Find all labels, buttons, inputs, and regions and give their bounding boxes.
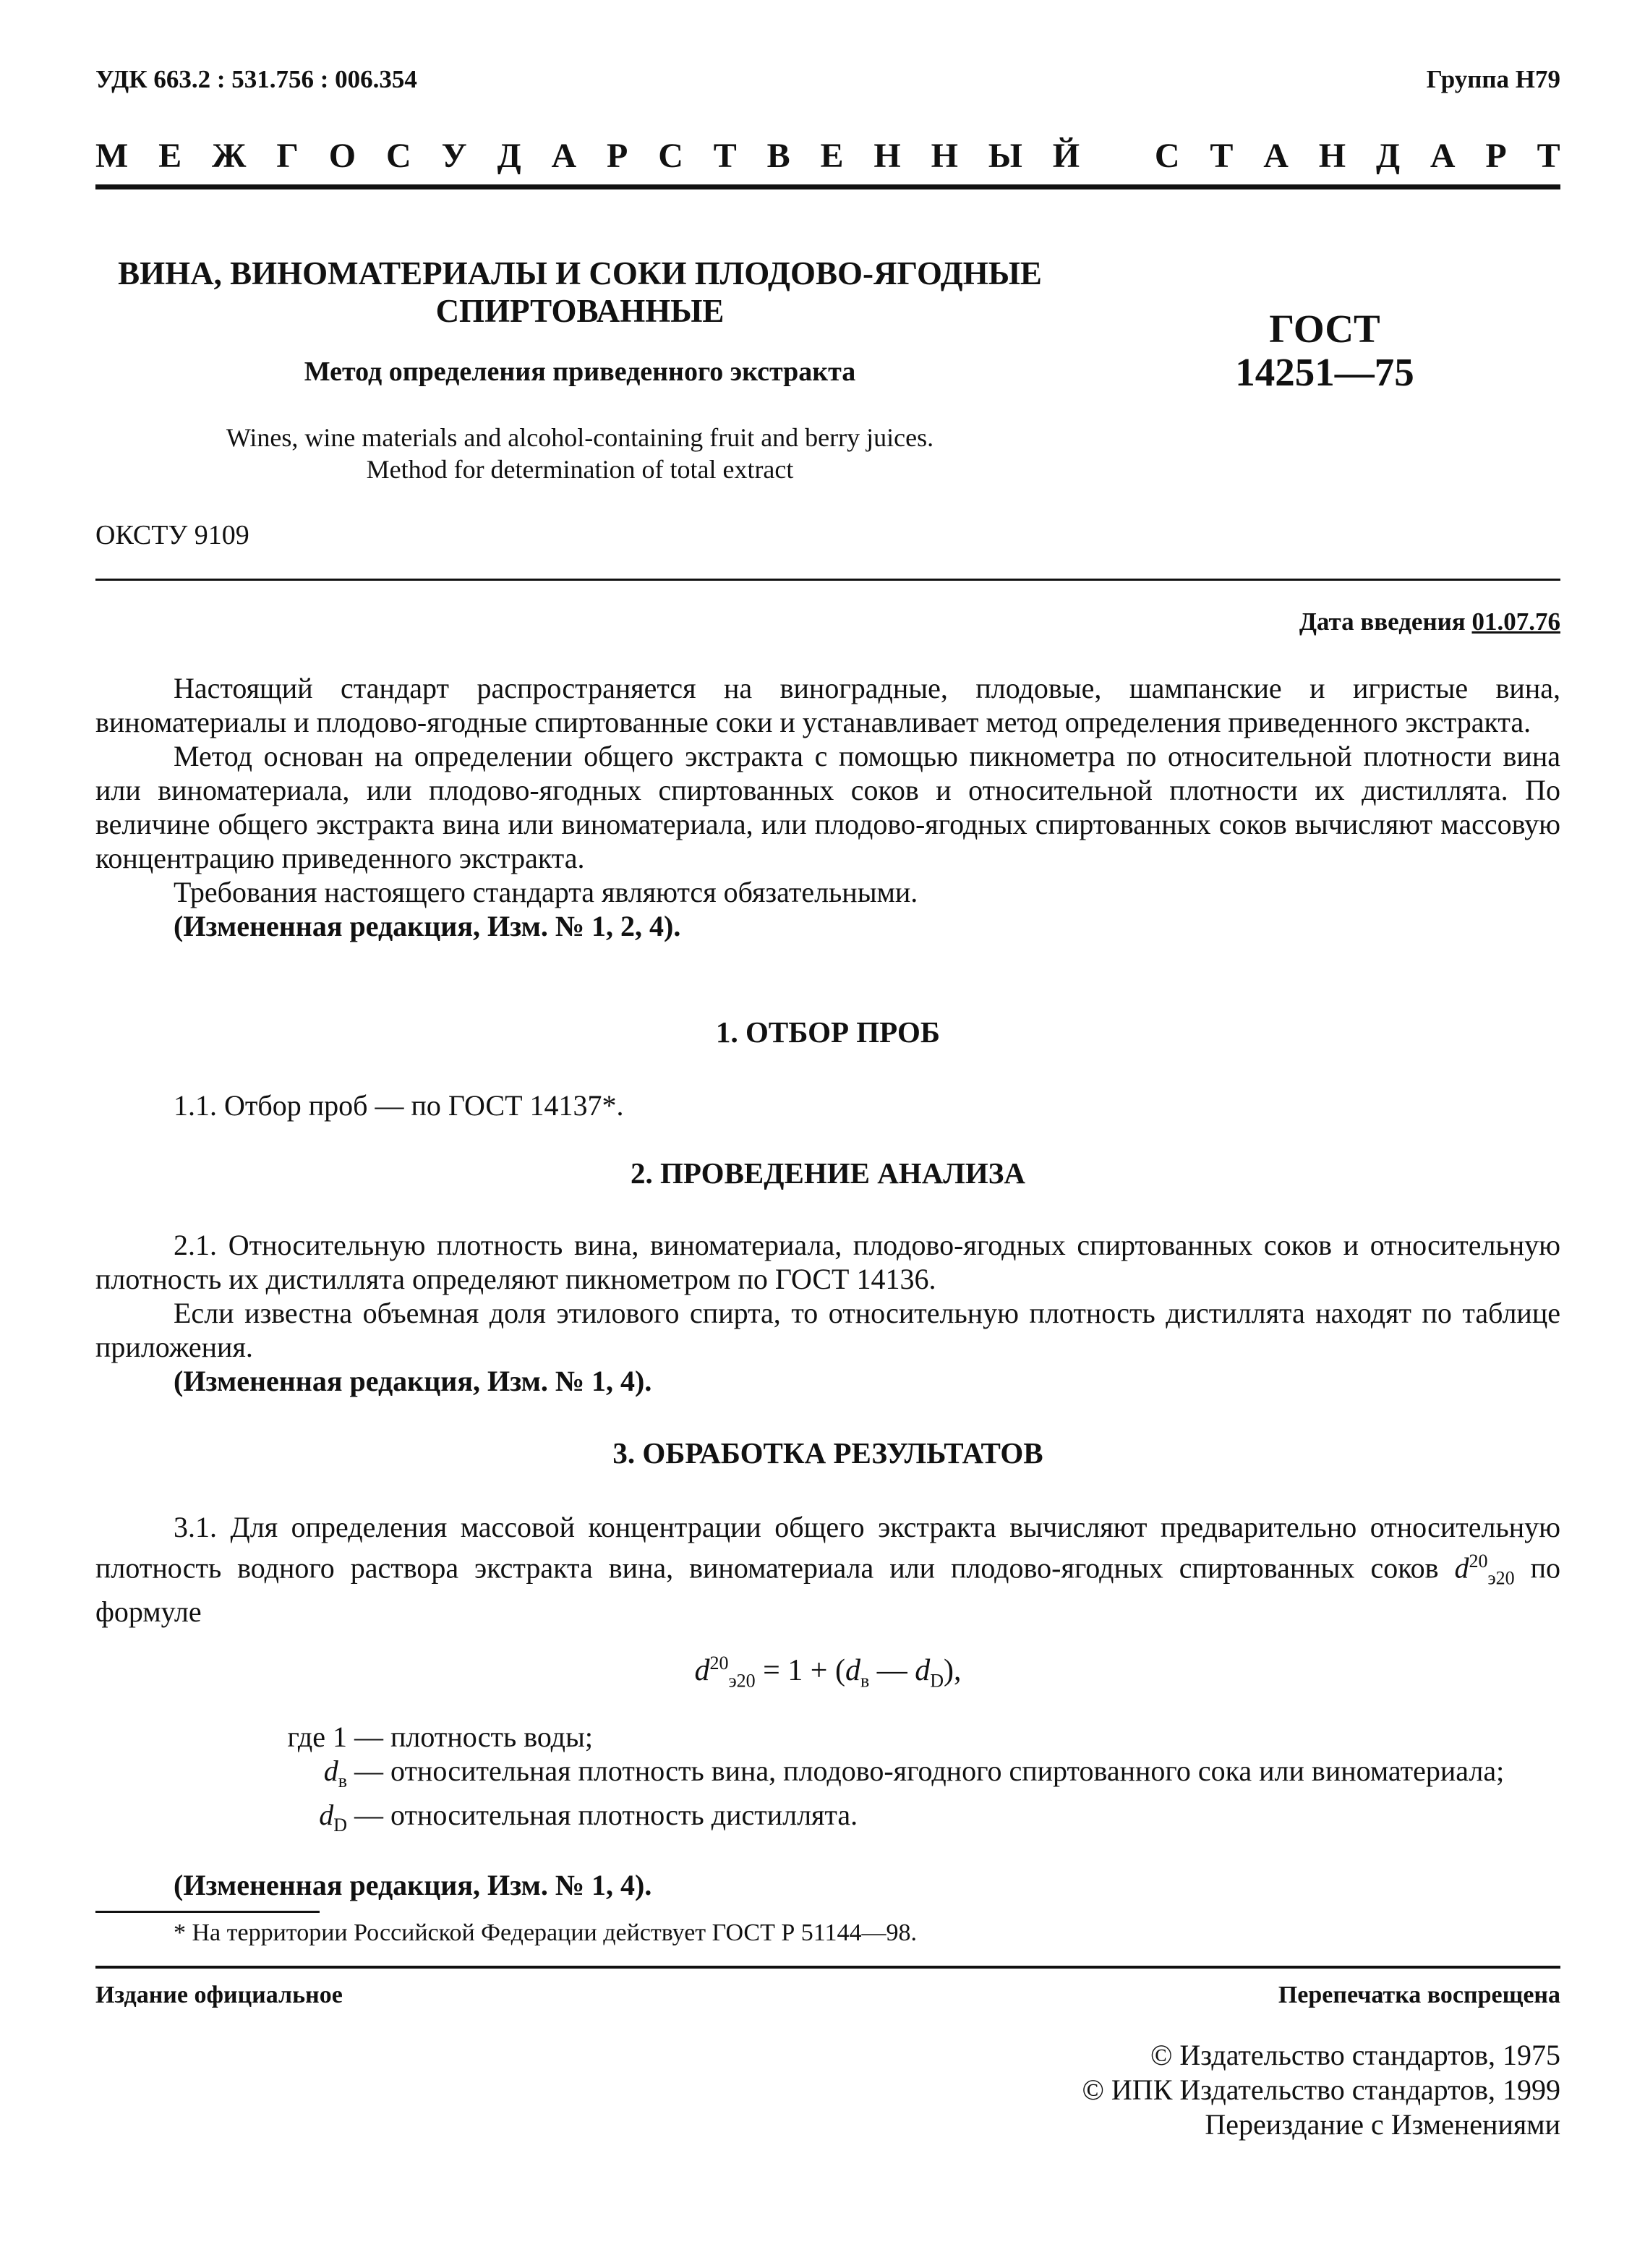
definition-term-2-sub: в (338, 1770, 347, 1791)
banner-letter: С (658, 137, 683, 175)
english-title-line-2: Method for determination of total extract (366, 455, 794, 484)
section-3-amendment: (Измененная редакция, Изм. № 1, 4). (174, 1869, 652, 1901)
intro-amendment: (Измененная редакция, Изм. № 1, 2, 4). (174, 910, 681, 942)
definition-term: $d_в$ — (323, 1755, 383, 1791)
section-2-paragraph-1: 2.1. Относительную плотность вина, виноматериала, плодово-ягодных спиртованных соков и относительную плотность их дистиллята определяют пикнометром по ГОСТ 14136. (95, 1229, 1560, 1295)
definition-text-3: относительная плотность дистиллята. (390, 1799, 858, 1831)
banner-letter: Т (713, 137, 737, 175)
definition-term-1: 1 (333, 1721, 347, 1753)
banner-letter: У (441, 137, 467, 175)
document-title (95, 255, 1064, 330)
density-superscript: 20 (1469, 1551, 1488, 1572)
definition-row (174, 1754, 1560, 1798)
section-2-paragraph-2: Если известна объемная доля этилового спирта, то относительную плотность дистиллята находят по таблице приложения. (95, 1297, 1560, 1363)
intro-date (1299, 608, 1560, 636)
banner-letter: Р (607, 137, 628, 175)
section-1-heading: 1. ОТБОР ПРОБ (716, 1015, 940, 1049)
definition-text-1: плотность воды; (390, 1721, 593, 1753)
section-2-amendment: (Измененная редакция, Изм. № 1, 4). (174, 1365, 652, 1397)
gost-designation (1180, 307, 1469, 394)
document-subtitle: Метод определения приведенного экстракта (304, 357, 856, 387)
title-line-2: СПИРТОВАННЫЕ (435, 293, 725, 329)
english-title (95, 422, 1064, 485)
definition-term: где 1 — (287, 1721, 383, 1753)
banner-letter: Е (820, 137, 844, 175)
english-title-line-1: Wines, wine materials and alcohol-containing fruit and berry juices. (226, 423, 934, 452)
banner-letter: А (551, 137, 577, 175)
banner-letter: Т (1210, 137, 1234, 175)
udk-code: УДК 663.2 : 531.756 : 006.354 (95, 65, 417, 93)
definition-term-2: d (323, 1755, 338, 1787)
density-subscript: э20 (1487, 1567, 1515, 1589)
banner-letter: А (1430, 137, 1456, 175)
copyright-line-2: © ИПК Издательство стандартов, 1999 (1082, 2073, 1560, 2106)
banner-letter: Р (1485, 137, 1507, 175)
banner-letter: С (1154, 137, 1180, 175)
banner-letter: С (385, 137, 411, 175)
variable-definitions (174, 1720, 1560, 1842)
oksty-code: ОКСТУ 9109 (95, 520, 249, 550)
title-rule (95, 579, 1560, 581)
copyright-line-1: © Издательство стандартов, 1975 (1150, 2039, 1560, 2071)
official-edition-label: Издание официальное (95, 1982, 343, 2008)
intro-date-label: Дата введения (1299, 608, 1466, 636)
title-line-1: ВИНА, ВИНОМАТЕРИАЛЫ И СОКИ ПЛОДОВО-ЯГОДНЫЕ (118, 255, 1042, 291)
section-2-text (95, 1228, 1560, 1398)
banner-letter: Н (873, 137, 901, 175)
section-2-heading: 2. ПРОВЕДЕНИЕ АНАЛИЗА (630, 1156, 1025, 1190)
density-formula (95, 1653, 1560, 1692)
banner-letter: Д (497, 137, 521, 175)
banner-letter: Й (1052, 137, 1080, 175)
group-code: Группа Н79 (1426, 65, 1560, 93)
formula-lhs-sup: 20 (709, 1653, 729, 1674)
definition-term: $d_D$ — (319, 1799, 383, 1836)
reprint-prohibited-label: Перепечатка воспрещена (1278, 1982, 1560, 2008)
footnote: * На территории Российской Федерации действует ГОСТ Р 51144—98. (174, 1919, 918, 1946)
copyright-block (1082, 2038, 1560, 2142)
where-label: где (287, 1721, 325, 1753)
formula-dv-sub: в (860, 1670, 870, 1692)
gost-number: 14251—75 (1235, 350, 1414, 394)
section-3-paragraph-1-tail: по формуле (95, 1551, 1561, 1629)
banner-letter: В (766, 137, 790, 175)
banner-letter: Е (158, 137, 182, 175)
definition-text-2: относительная плотность вина, плодово-ягодного спиртованного сока или виноматериала; (390, 1755, 1505, 1787)
intro-paragraph-3: Требования настоящего стандарта являются обязательными. (174, 876, 918, 908)
footer-rule (95, 1966, 1560, 1969)
copyright-line-3: Переиздание с Изменениями (1205, 2108, 1560, 2141)
banner-letter: О (328, 137, 356, 175)
gost-label: ГОСТ (1269, 307, 1380, 351)
formula-dd-sub: D (930, 1670, 944, 1692)
formula-lhs: d (694, 1654, 710, 1687)
banner-letter (1110, 136, 1124, 176)
section-3-text (95, 1510, 1560, 1629)
banner-letter: М (95, 137, 129, 175)
formula-minus: — (869, 1654, 915, 1687)
definition-term-3-sub: D (333, 1815, 347, 1836)
banner-letter: Д (1375, 137, 1401, 175)
footnote-rule (95, 1911, 320, 1913)
formula-dd: d (915, 1654, 931, 1687)
banner-letter: Н (1318, 137, 1346, 175)
banner-letter: Ы (988, 137, 1022, 175)
definition-term-3: d (319, 1799, 334, 1831)
formula-dv: d (845, 1654, 860, 1687)
formula-middle: = 1 + ( (755, 1654, 845, 1687)
intro-paragraph-2: Метод основан на определении общего экстракта с помощью пикнометра по относительной плотности вина или виноматериала, или плодово-ягодных спиртованных соков и относительной плотности их дистиллята. По величине общего экстракта вина или виноматериала, или плодово-ягодных спиртованных соков вычисляют массовую концентрацию приведенного экстракта. (95, 740, 1560, 874)
density-symbol: d (1454, 1551, 1469, 1585)
formula-lhs-sub: э20 (728, 1670, 756, 1692)
interstate-standard-banner (95, 136, 1560, 176)
banner-letter: Т (1537, 137, 1560, 175)
formula-end: ), (944, 1654, 962, 1687)
header-rule (95, 184, 1560, 189)
banner-letter: А (1263, 137, 1289, 175)
definition-row (174, 1720, 1560, 1754)
document-page (95, 0, 1560, 2268)
section-1-text (95, 1088, 1560, 1122)
section-1-paragraph-1: 1.1. Отбор проб — по ГОСТ 14137*. (174, 1089, 624, 1122)
section-3-paragraph-1 (95, 1510, 1560, 1629)
banner-letter: Ж (212, 137, 247, 175)
section-3-paragraph-1-text: 3.1. Для определения массовой концентрации общего экстракта вычисляют предварительно относительную плотность водного раствора экстракта вина, виноматериала или плодово-ягодных спиртованных соков (95, 1511, 1560, 1585)
intro-paragraph-1: Настоящий стандарт распространяется на виноградные, плодовые, шампанские и игристые вина, виноматериалы и плодово-ягодные спиртованные соки и устанавливает метод определения приведенного экстракта. (95, 672, 1560, 738)
section-3-heading: 3. ОБРАБОТКА РЕЗУЛЬТАТОВ (612, 1436, 1043, 1470)
intro-date-value: 01.07.76 (1471, 608, 1560, 636)
intro-text (95, 671, 1560, 943)
definition-row (174, 1798, 1560, 1842)
banner-letter: Г (276, 137, 299, 175)
banner-letter: Н (931, 137, 958, 175)
